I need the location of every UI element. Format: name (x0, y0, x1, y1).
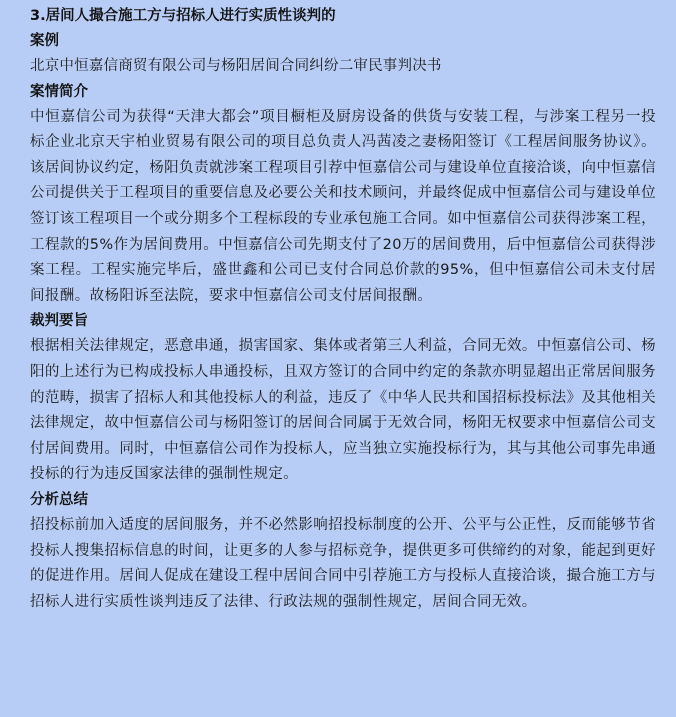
section-text-summary: 中恒嘉信公司为获得“天津大都会”项目橱柜及厨房设备的供货与安装工程，与涉案工程另一投标企业北京天宇柏业贸易有限公司的项目总负责人冯茜凌之妻杨阳签订《工程居间服务协议》。该居间协议约定，杨阳负责就涉案工程项目引荐中恒嘉信公司与建设单位直接洽谈，向中恒嘉信公司提供关于工程项目的重要信息及必要公关和技术顾问，并最终促成中恒嘉信公司与建设单位签订该工程项目一个或分期多个工程标段的专业承包施工合同。如中恒嘉信公司获得涉案工程，工程款的5%作为居间费用。中恒嘉信公司先期支付了20万的居间费用，后中恒嘉信公司获得涉案工程。工程实施完毕后，盛世鑫和公司已支付合同总价款的95%，但中恒嘉信公司未支付居间报酬。故杨阳诉至法院，要求中恒嘉信公司支付居间报酬。 (30, 108, 656, 304)
section-heading-analysis: 分析总结 (30, 491, 88, 508)
section-heading-case: 案例 (30, 33, 59, 49)
section-heading-summary: 案情简介 (30, 83, 88, 100)
section-text-ruling: 根据相关法律规定，恶意串通，损害国家、集体或者第三人利益，合同无效。中恒嘉信公司、杨阳的上述行为已构成投标人串通投标，且双方签订的合同中约定的条款亦明显超出正常居间服务的范畴，损害了招标人和其他投标人的利益，违反了《中华人民共和国招标投标法》及其他相关法律规定，故中恒嘉信公司与杨阳签订的居间合同属于无效合同，杨阳无权要求中恒嘉信公司支付居间费用。同时，中恒嘉信公司作为投标人，应当独立实施投标行为，其与其他公司事先串通投标的行为违反国家法律的强制性规定。 (30, 338, 656, 483)
section-heading-ruling: 裁判要旨 (30, 313, 88, 330)
section-text-analysis: 招投标前加入适度的居间服务，并不必然影响招投标制度的公开、公平与公正性，反而能够节省投标人搜集招标信息的时间，让更多的人参与招标竞争，提供更多可供缔约的对象，能起到更好的促进作用。居间人促成在建设工程中居间合同中引荐施工方与投标人直接洽谈，撮合施工方与招标人进行实质性谈判违反了法律、行政法规的强制性规定，居间合同无效。 (30, 516, 656, 610)
document-title: 3.居间人撮合施工方与招标人进行实质性谈判的 (30, 8, 336, 24)
section-text-case: 北京中恒嘉信商贸有限公司与杨阳居间合同纠纷二审民事判决书 (30, 58, 442, 74)
